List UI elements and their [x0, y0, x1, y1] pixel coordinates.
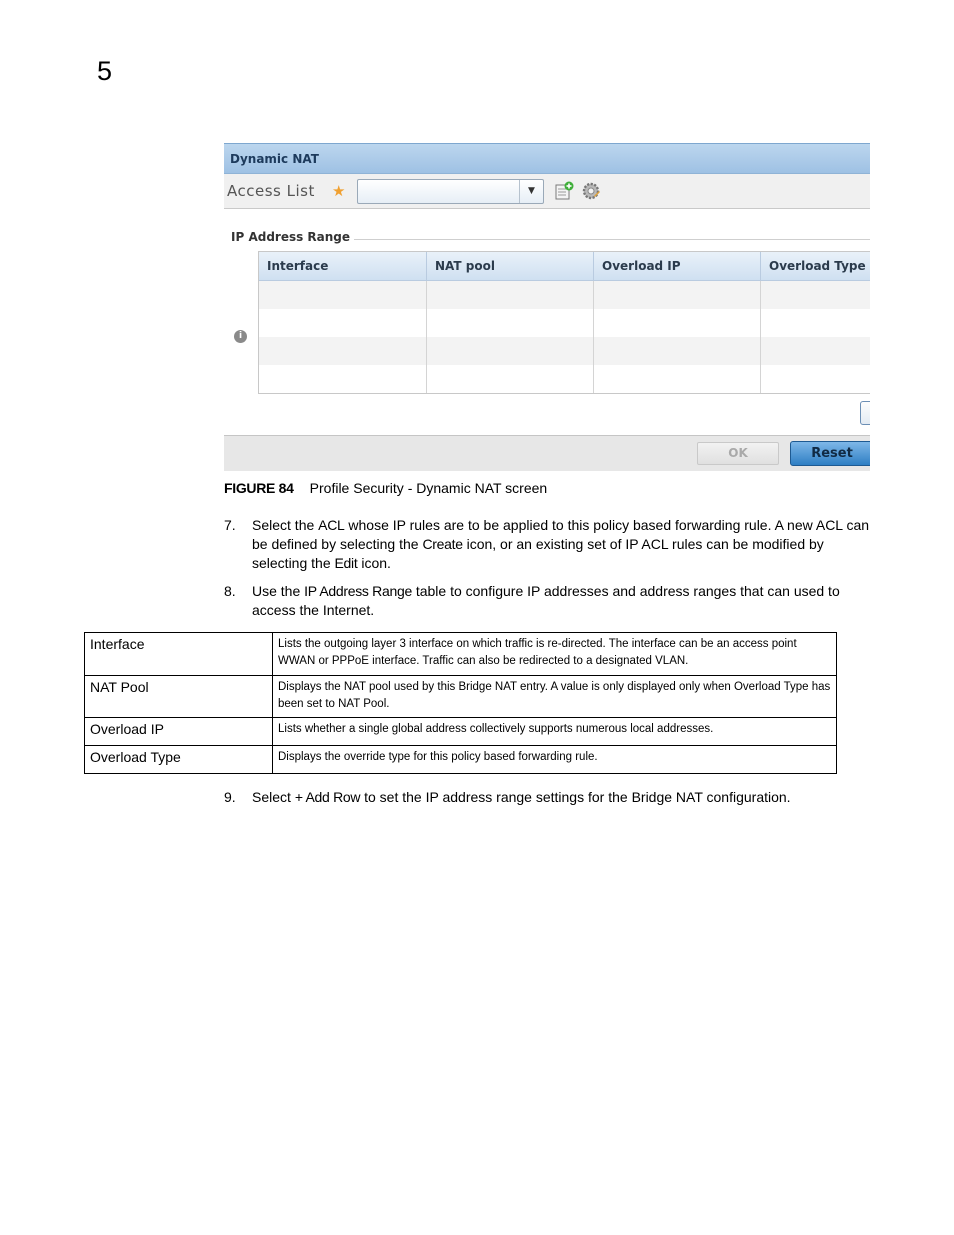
chapter-number: 5	[97, 56, 113, 86]
section-divider	[354, 239, 870, 240]
access-list-bar	[224, 174, 870, 209]
column-divider	[593, 281, 594, 393]
table-row[interactable]	[259, 337, 870, 365]
ip-address-range-keyword: IP Address Range	[304, 583, 412, 599]
table-row	[85, 718, 837, 746]
table-row[interactable]	[259, 281, 870, 309]
column-header-interface[interactable]: Interface	[259, 252, 427, 281]
term-cell: Overload IP	[85, 718, 273, 746]
access-list-label: Access List	[227, 182, 315, 200]
definition-cell: Displays the NAT pool used by this Bridge NAT entry. A value is only displayed only when Overload Type has been set to NAT Pool.	[273, 676, 837, 718]
reset-button[interactable]: Reset	[790, 441, 870, 466]
definition-cell: Lists the outgoing layer 3 interface on which traffic is re-directed. The interface can be an access point WWAN or PPPoE interface. Traffic can also be redirected to a designated VLAN.	[273, 633, 837, 676]
access-list-dropdown[interactable]	[357, 179, 544, 204]
term-cell: Overload Type	[85, 746, 273, 774]
step-number: 8.	[224, 583, 236, 599]
table-row	[85, 676, 837, 718]
step-text: Select + Add Row to set the IP address range settings for the Bridge NAT configuration.	[252, 789, 791, 805]
ok-button[interactable]: OK	[697, 442, 779, 465]
ip-address-range-label: IP Address Range	[231, 230, 356, 244]
table-row[interactable]	[259, 309, 870, 337]
add-row-keyword: + Add Row	[294, 789, 361, 805]
info-icon: i	[234, 330, 247, 343]
figure-title: Profile Security - Dynamic NAT screen	[309, 480, 548, 496]
dynamic-nat-screenshot	[224, 143, 870, 471]
parameter-description-table	[84, 632, 837, 774]
figure-number: FIGURE 84	[224, 480, 294, 496]
table-row	[85, 633, 837, 676]
term-cell: Interface	[85, 633, 273, 676]
create-icon[interactable]	[554, 181, 574, 201]
column-header-overload-type[interactable]: Overload Type	[769, 259, 866, 273]
dropdown-arrow-icon[interactable]: ▼	[519, 180, 543, 203]
acl-keyword: ACL	[318, 517, 345, 533]
column-header-nat-pool[interactable]: NAT pool	[427, 252, 594, 281]
definition-cell: Lists whether a single global address collectively supports numerous local addresses.	[273, 718, 837, 746]
button-bar	[224, 435, 870, 471]
step-number: 9.	[224, 789, 236, 805]
step-text: Use the IP Address Range table to configure IP addresses and address ranges that can used to access the Internet.	[252, 583, 840, 618]
create-keyword: Create	[422, 536, 463, 552]
ip-address-range-table[interactable]	[258, 251, 870, 394]
step-number: 7.	[224, 517, 236, 533]
required-star-icon: ★	[332, 182, 346, 200]
definition-cell: Displays the override type for this policy based forwarding rule.	[273, 746, 837, 774]
edit-keyword: Edit	[334, 555, 358, 571]
table-row[interactable]	[259, 365, 870, 393]
column-divider	[426, 281, 427, 393]
column-header-overload-ip[interactable]: Overload IP	[594, 252, 761, 281]
edit-icon[interactable]	[581, 181, 601, 201]
panel-header	[224, 143, 870, 174]
add-row-button[interactable]	[860, 401, 870, 425]
table-row	[85, 746, 837, 774]
figure-caption	[224, 480, 547, 496]
step-text: Select the ACL whose IP rules are to be applied to this policy based forwarding rule. A new ACL can be defined by selecting the Create icon, or an existing set of IP ACL rules can be modified by selecting the Edit icon.	[252, 517, 870, 571]
panel-title: Dynamic NAT	[230, 152, 319, 166]
term-cell: NAT Pool	[85, 676, 273, 718]
column-divider	[760, 281, 761, 393]
table-header	[259, 252, 870, 281]
